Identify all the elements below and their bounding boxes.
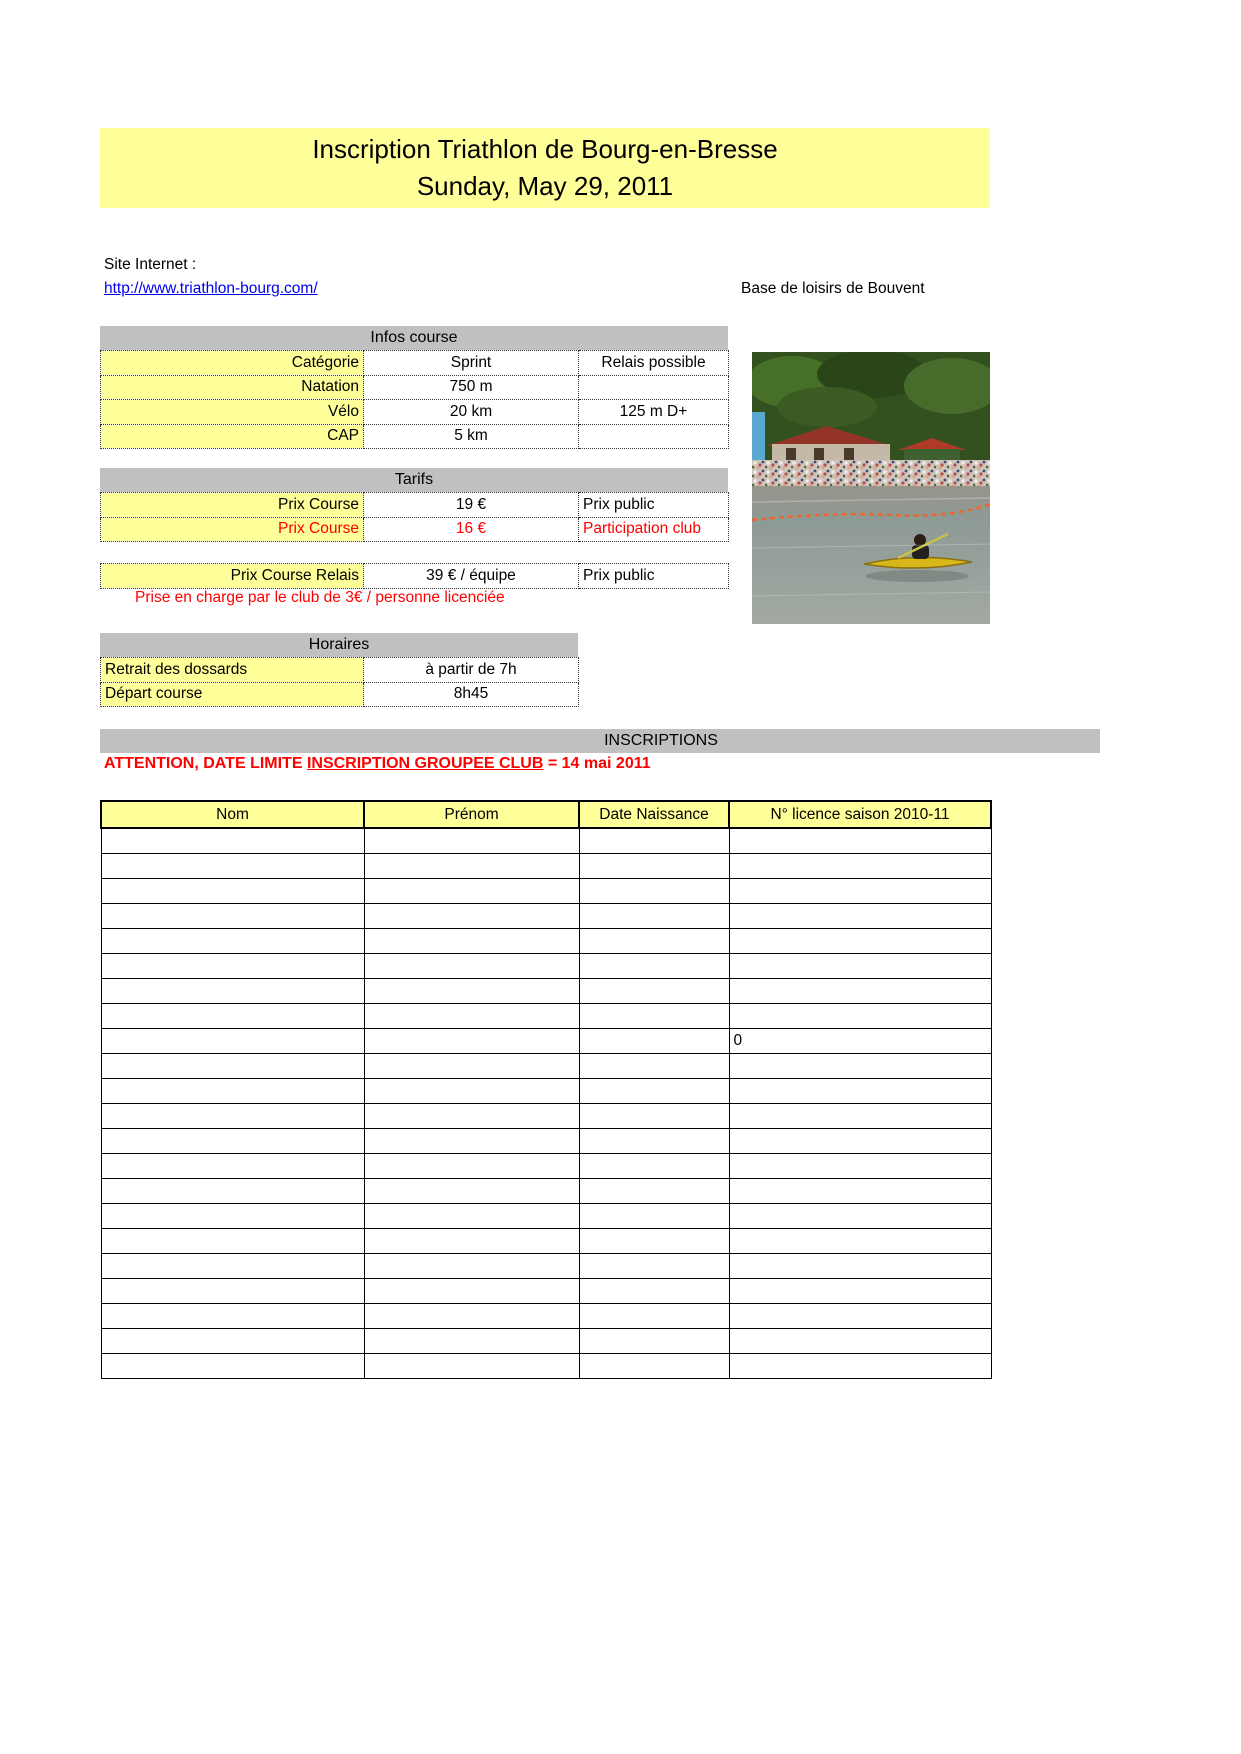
registration-cell[interactable] <box>579 879 729 904</box>
registration-cell[interactable] <box>364 1329 579 1354</box>
registration-cell[interactable] <box>729 1054 991 1079</box>
registration-cell[interactable] <box>579 1204 729 1229</box>
registration-cell[interactable] <box>729 1279 991 1304</box>
label-cell: Catégorie <box>101 351 364 376</box>
registration-cell[interactable] <box>101 979 364 1004</box>
tarifs-row-club <box>101 517 729 542</box>
tarifs-row-relais <box>101 564 729 589</box>
registration-cell[interactable] <box>101 904 364 929</box>
registration-cell[interactable] <box>101 828 364 854</box>
label-cell: Natation <box>101 375 364 400</box>
registration-header-row <box>101 801 991 828</box>
registration-cell[interactable] <box>101 1279 364 1304</box>
registration-cell[interactable] <box>101 1179 364 1204</box>
registration-cell[interactable] <box>729 1104 991 1129</box>
registration-row <box>101 1279 991 1304</box>
registration-cell[interactable] <box>579 1054 729 1079</box>
value-cell: 750 m <box>364 375 579 400</box>
registration-row <box>101 1154 991 1179</box>
registration-row <box>101 1054 991 1079</box>
registration-row <box>101 1354 991 1379</box>
registration-cell[interactable] <box>364 1104 579 1129</box>
registration-row <box>101 1004 991 1029</box>
registration-cell[interactable] <box>579 1254 729 1279</box>
registration-cell[interactable] <box>101 879 364 904</box>
infos-row-cap <box>101 424 729 449</box>
registration-cell[interactable] <box>364 1029 579 1054</box>
value-cell: Sprint <box>364 351 579 376</box>
col-header-prenom: Prénom <box>364 801 579 828</box>
registration-cell[interactable] <box>364 854 579 879</box>
label-cell: Prix Course Relais <box>101 564 364 589</box>
registration-cell[interactable] <box>579 1129 729 1154</box>
registration-row <box>101 929 991 954</box>
registration-cell[interactable] <box>729 879 991 904</box>
tarif-relais-table <box>100 563 729 589</box>
col-header-nom: Nom <box>101 801 364 828</box>
value-cell: 16 € <box>364 517 579 542</box>
registration-cell[interactable] <box>729 954 991 979</box>
label-cell: Départ course <box>101 682 364 707</box>
infos-row-categorie <box>101 351 729 376</box>
infos-row-velo <box>101 400 729 425</box>
registration-cell[interactable] <box>729 904 991 929</box>
registration-cell[interactable] <box>364 1279 579 1304</box>
registration-cell[interactable] <box>364 929 579 954</box>
registration-cell[interactable] <box>579 1304 729 1329</box>
registration-cell[interactable] <box>729 979 991 1004</box>
registration-cell[interactable] <box>729 1254 991 1279</box>
registration-cell[interactable] <box>729 1354 991 1379</box>
registration-cell[interactable] <box>364 1179 579 1204</box>
deadline-warning <box>104 755 651 773</box>
infos-row-natation <box>101 375 729 400</box>
registration-cell[interactable] <box>579 1154 729 1179</box>
registration-cell[interactable] <box>364 1204 579 1229</box>
value-cell: 39 € / équipe <box>364 564 579 589</box>
registration-cell[interactable] <box>101 1204 364 1229</box>
registration-cell[interactable] <box>364 879 579 904</box>
label-cell: Vélo <box>101 400 364 425</box>
lake-water <box>752 486 990 624</box>
registration-cell[interactable] <box>101 1229 364 1254</box>
registration-cell[interactable] <box>729 828 991 854</box>
registration-cell[interactable] <box>364 1129 579 1154</box>
site-internet-label: Site Internet : <box>104 256 197 273</box>
registration-cell[interactable] <box>729 1079 991 1104</box>
registration-cell[interactable] <box>579 1329 729 1354</box>
registration-cell[interactable] <box>364 1079 579 1104</box>
registration-row <box>101 1179 991 1204</box>
registration-cell[interactable] <box>101 1154 364 1179</box>
extra-cell: 125 m D+ <box>579 400 729 425</box>
registration-cell[interactable] <box>101 1254 364 1279</box>
registration-cell[interactable] <box>729 1229 991 1254</box>
warning-prefix: ATTENTION, DATE LIMITE <box>104 755 307 772</box>
registration-cell[interactable]: 0 <box>729 1029 991 1054</box>
registration-cell[interactable] <box>364 954 579 979</box>
label-cell: Prix Course <box>101 517 364 542</box>
col-header-date-naissance: Date Naissance <box>579 801 729 828</box>
registration-cell[interactable] <box>579 1279 729 1304</box>
registration-cell[interactable] <box>579 954 729 979</box>
registration-cell[interactable] <box>579 1029 729 1054</box>
registration-cell[interactable] <box>729 1304 991 1329</box>
registration-cell[interactable] <box>101 929 364 954</box>
registration-cell[interactable] <box>364 1304 579 1329</box>
registration-cell[interactable] <box>579 1354 729 1379</box>
horaires-header: Horaires <box>100 633 578 657</box>
registration-row <box>101 1254 991 1279</box>
registration-row <box>101 854 991 879</box>
registration-cell[interactable] <box>729 1154 991 1179</box>
registration-cell[interactable] <box>101 1029 364 1054</box>
registration-cell[interactable] <box>101 1079 364 1104</box>
event-title: Inscription Triathlon de Bourg-en-Bresse <box>312 134 778 164</box>
inscriptions-header: INSCRIPTIONS <box>100 729 1100 753</box>
horaires-row-depart <box>101 682 579 707</box>
registration-cell[interactable] <box>729 1179 991 1204</box>
registration-cell[interactable] <box>364 1054 579 1079</box>
registration-row <box>101 1329 991 1354</box>
registration-row <box>101 1104 991 1129</box>
registration-cell[interactable] <box>579 1229 729 1254</box>
registration-cell[interactable] <box>364 904 579 929</box>
extra-cell <box>579 375 729 400</box>
registration-cell[interactable] <box>101 1104 364 1129</box>
registration-cell[interactable] <box>101 1329 364 1354</box>
registration-cell[interactable] <box>579 979 729 1004</box>
tarifs-row-public <box>101 493 729 518</box>
venue-label: Base de loisirs de Bouvent <box>741 280 925 297</box>
registration-cell[interactable] <box>101 1354 364 1379</box>
registration-cell[interactable] <box>364 1254 579 1279</box>
registration-row <box>101 1079 991 1104</box>
registration-cell[interactable] <box>579 828 729 854</box>
registration-table <box>100 800 992 1379</box>
warning-suffix: = 14 mai 2011 <box>543 755 651 772</box>
registration-row <box>101 1029 991 1054</box>
horaires-row-dossards <box>101 658 579 683</box>
value-cell: 20 km <box>364 400 579 425</box>
registration-cell[interactable] <box>579 1079 729 1104</box>
registration-row <box>101 904 991 929</box>
registration-cell[interactable] <box>364 1229 579 1254</box>
value-cell: 8h45 <box>364 682 579 707</box>
registration-cell[interactable] <box>364 828 579 854</box>
registration-row <box>101 1304 991 1329</box>
label-cell: CAP <box>101 424 364 449</box>
registration-cell[interactable] <box>364 979 579 1004</box>
registration-cell[interactable] <box>579 1004 729 1029</box>
registration-row <box>101 954 991 979</box>
registration-cell[interactable] <box>729 1129 991 1154</box>
registration-cell[interactable] <box>729 1204 991 1229</box>
col-header-licence: N° licence saison 2010-11 <box>729 801 991 828</box>
registration-cell[interactable] <box>101 954 364 979</box>
title-banner <box>100 128 990 208</box>
registration-row <box>101 979 991 1004</box>
warning-underlined: INSCRIPTION GROUPEE CLUB <box>306 755 544 772</box>
registration-cell[interactable] <box>579 929 729 954</box>
club-note: Prise en charge par le club de 3€ / personne licenciée <box>135 589 505 606</box>
extra-cell: Prix public <box>579 493 729 518</box>
label-cell: Prix Course <box>101 493 364 518</box>
label-cell: Retrait des dossards <box>101 658 364 683</box>
registration-cell[interactable] <box>729 1004 991 1029</box>
value-cell: 5 km <box>364 424 579 449</box>
tarifs-table <box>100 492 729 542</box>
registration-cell[interactable] <box>579 1179 729 1204</box>
website-link[interactable]: http://www.triathlon-bourg.com/ <box>104 280 318 297</box>
registration-cell[interactable] <box>729 854 991 879</box>
value-cell: 19 € <box>364 493 579 518</box>
registration-cell[interactable] <box>364 1354 579 1379</box>
registration-row <box>101 828 991 854</box>
value-cell: à partir de 7h <box>364 658 579 683</box>
registration-cell[interactable] <box>729 1329 991 1354</box>
registration-row <box>101 1129 991 1154</box>
infos-course-header: Infos course <box>100 326 728 350</box>
registration-cell[interactable] <box>101 1304 364 1329</box>
infos-course-table <box>100 350 729 449</box>
registration-cell[interactable] <box>101 1004 364 1029</box>
extra-cell: Participation club <box>579 517 729 542</box>
registration-row <box>101 1229 991 1254</box>
horaires-table <box>100 657 579 707</box>
crowd <box>752 460 990 488</box>
registration-row <box>101 879 991 904</box>
extra-cell: Prix public <box>579 564 729 589</box>
event-photo <box>752 352 990 624</box>
registration-table-body <box>101 828 991 1379</box>
registration-cell[interactable] <box>364 1154 579 1179</box>
registration-cell[interactable] <box>101 854 364 879</box>
registration-cell[interactable] <box>101 1054 364 1079</box>
tarifs-header: Tarifs <box>100 468 728 492</box>
registration-cell[interactable] <box>364 1004 579 1029</box>
registration-cell[interactable] <box>579 1104 729 1129</box>
registration-cell[interactable] <box>579 904 729 929</box>
registration-row <box>101 1204 991 1229</box>
extra-cell: Relais possible <box>579 351 729 376</box>
registration-cell[interactable] <box>729 929 991 954</box>
event-date: Sunday, May 29, 2011 <box>416 171 674 201</box>
extra-cell <box>579 424 729 449</box>
registration-cell[interactable] <box>579 854 729 879</box>
registration-cell[interactable] <box>101 1129 364 1154</box>
